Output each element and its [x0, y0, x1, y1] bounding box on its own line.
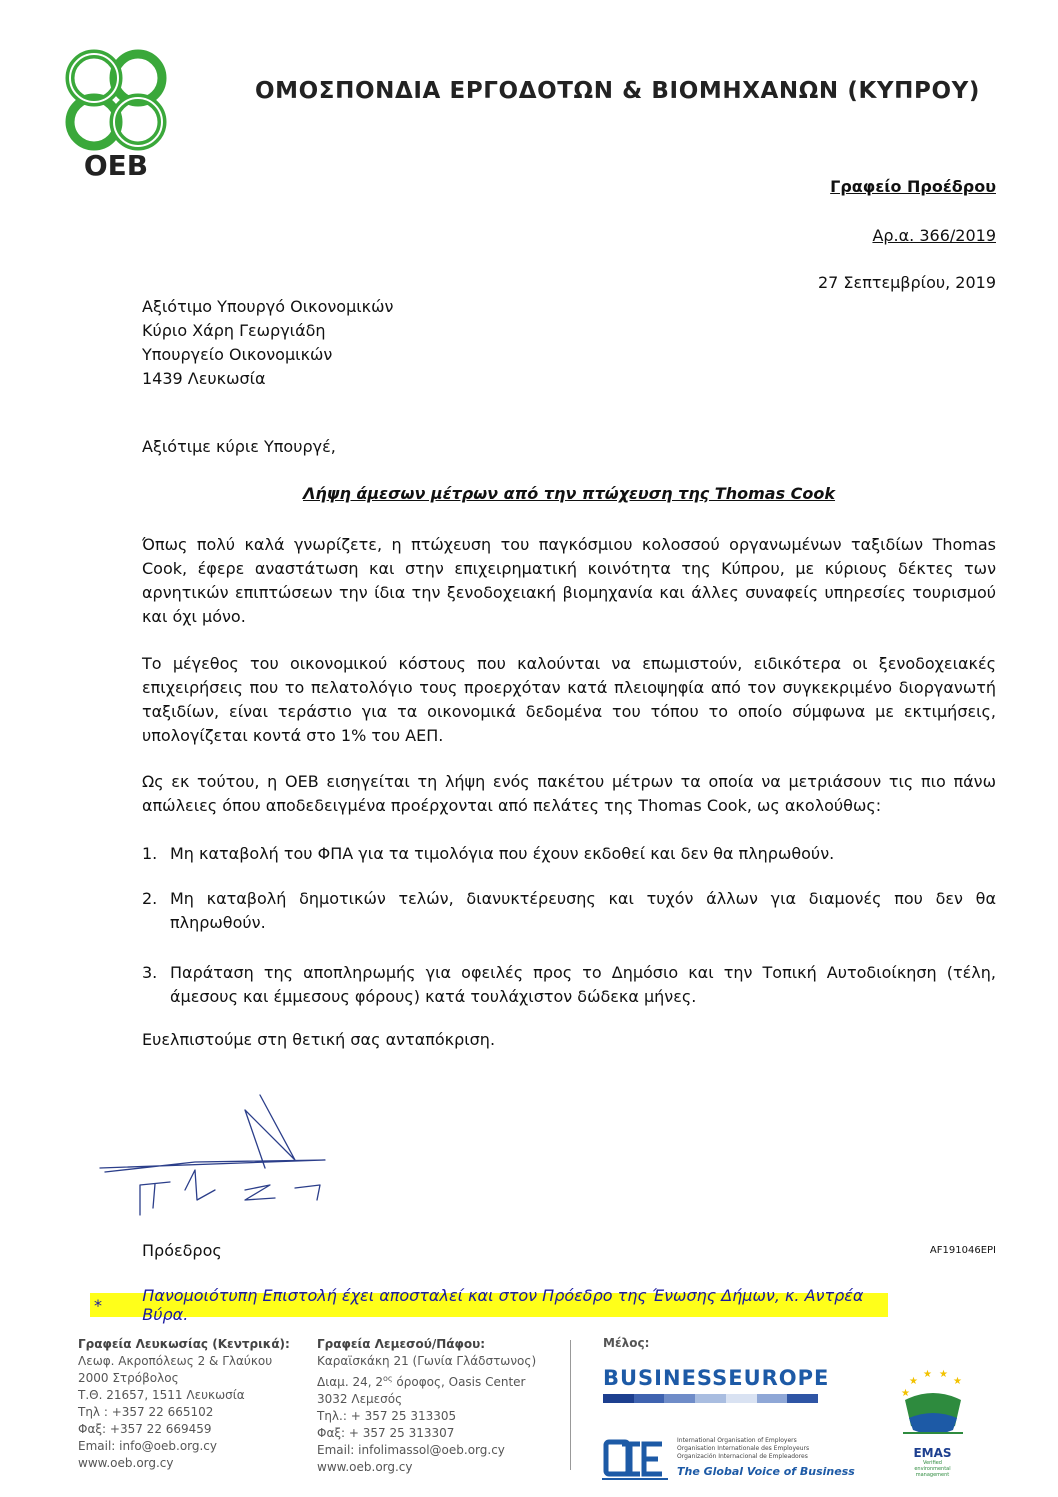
recipient-line: Κύριο Χάρη Γεωργιάδη — [142, 321, 326, 340]
businesseurope-text: BUSINESSEUROPE — [603, 1366, 830, 1390]
recipient-line: Αξιότιμο Υπουργό Οικονομικών — [142, 297, 394, 316]
svg-text:★: ★ — [909, 1376, 918, 1387]
recipient-line: Υπουργείο Οικονομικών — [142, 345, 333, 364]
emas-logo — [895, 1368, 970, 1478]
recipient-line: 1439 Λευκωσία — [142, 369, 266, 388]
footer-divider — [570, 1340, 571, 1470]
svg-text:★: ★ — [901, 1388, 910, 1399]
salutation: Αξιότιμε κύριε Υπουργέ, — [142, 437, 336, 456]
svg-text:★: ★ — [923, 1369, 932, 1380]
recipient-address — [142, 295, 393, 391]
closing-line: Ευελπιστούμε στη θετική σας ανταπόκριση. — [142, 1030, 496, 1049]
footer-email: Email: infolimassol@oeb.org.cy — [317, 1443, 505, 1457]
ioe-line: Organización Internacional de Empleadores — [677, 1453, 808, 1460]
list-number: 2. — [142, 889, 158, 908]
emas-subtitle-line: management — [915, 1472, 950, 1478]
emas-subtitle-line: environmental — [914, 1466, 951, 1472]
list-item — [142, 842, 996, 866]
svg-text:★: ★ — [939, 1369, 948, 1380]
emas-subtitle-line: Verified — [923, 1460, 942, 1466]
svg-text:★: ★ — [953, 1376, 962, 1387]
letter-date: 27 Σεπτεμβρίου, 2019 — [817, 273, 996, 292]
footer-line-part: Διαμ. 24, 2 — [317, 1375, 383, 1389]
footer-line: Τηλ.: + 357 25 313305 — [317, 1409, 457, 1423]
body-paragraph: Ως εκ τούτου, η ΟΕΒ εισηγείται τη λήψη ενός πακέτου μέτρων τα οποία να μετριάσουν τις πιο πάνω απώλειες όπου αποδεδειγμένα προέρχονται από πελάτες της Thomas Cook, ως ακολούθως: — [142, 772, 996, 815]
footer-line: Τ.Θ. 21657, 1511 Λευκωσία — [78, 1388, 245, 1402]
subject-line: Λήψη άμεσων μέτρων από την πτώχευση της Thomas Cook — [302, 484, 836, 503]
organization-name: ΟΜΟΣΠΟΝΔΙΑ ΕΡΓΟΔΟΤΩΝ & ΒΙΟΜΗΧΑΝΩΝ (ΚΥΠΡΟΥ) — [255, 78, 980, 104]
footer-website: www.oeb.org.cy — [317, 1460, 413, 1474]
footer-heading: Γραφεία Λεμεσού/Πάφου: — [317, 1337, 486, 1351]
oeb-logo — [56, 40, 176, 180]
list-item — [142, 887, 996, 935]
footer-website: www.oeb.org.cy — [78, 1456, 174, 1470]
footer-line: Λεωφ. Ακροπόλεως 2 & Γλαύκου — [78, 1354, 273, 1368]
list-text: Παράταση της αποπληρωμής για οφειλές προς το Δημόσιο και την Τοπική Αυτοδιοίκηση (τέλη, άμεσους και έμμεσους φόρους) κατά τουλάχιστον δώδεκα μήνες. — [170, 963, 996, 1006]
businesseurope-color-bar — [603, 1394, 818, 1403]
list-number: 3. — [142, 963, 158, 982]
list-text: Μη καταβολή του ΦΠΑ για τα τιμολόγια που έχουν εκδοθεί και δεν θα πληρωθούν. — [170, 844, 835, 863]
footer-superscript: ος — [382, 1374, 393, 1383]
reference-number: Αρ.α. 366/2019 — [872, 226, 996, 245]
logo-text: OEB — [83, 149, 149, 180]
signature — [95, 1090, 345, 1220]
notice-star: * — [94, 1295, 102, 1315]
businesseurope-logo — [603, 1366, 830, 1403]
ioe-names — [677, 1437, 809, 1461]
body-paragraph: Το μέγεθος του οικονομικού κόστους που καλούνται να επωμιστούν, ειδικότερα οι ξενοδοχειακές επιχειρήσεις που το πελατολόγιο τους προερχόταν κατά πλειοψηφία από τον συγκεκριμένο διοργανωτή ταξιδίων, είναι τεράστιο για τα οικονομικά δεδομένα του τόπου το οποίο σύμφωνα με εκτιμήσεις, υπολογίζεται κοντά στο 1% του ΑΕΠ. — [142, 654, 996, 745]
footer-line: Καραϊσκάκη 21 (Γωνία Γλάδστωνος) — [317, 1354, 537, 1368]
footer-limassol-office — [317, 1336, 536, 1476]
footer-email: Email: info@oeb.org.cy — [78, 1439, 218, 1453]
ioe-tagline: The Global Voice of Business — [677, 1465, 855, 1478]
document-reference: AF191046EPI — [929, 1245, 996, 1256]
ioe-line: Organisation Internationale des Employeurs — [677, 1445, 810, 1452]
emas-subtitle — [895, 1460, 970, 1478]
footer-line: Τηλ : +357 22 665102 — [78, 1405, 214, 1419]
footer-heading: Γραφεία Λευκωσίας (Κεντρικά): — [78, 1337, 290, 1351]
list-item — [142, 961, 996, 1009]
copy-notice — [90, 1286, 888, 1324]
list-number: 1. — [142, 844, 158, 863]
signatory-role: Πρόεδρος — [142, 1241, 222, 1260]
footer-line — [317, 1370, 536, 1391]
member-label: Μέλος: — [603, 1336, 650, 1350]
footer-line: 2000 Στρόβολος — [78, 1371, 179, 1385]
footer-line-part: όροφος, Oasis Center — [392, 1375, 526, 1389]
ioe-line: International Organisation of Employers — [677, 1437, 797, 1444]
notice-text: Πανομοιότυπη Επιστολή έχει αποσταλεί και στον Πρόεδρο της Ένωσης Δήμων, κ. Αντρέα Βύρα. — [142, 1286, 864, 1324]
footer-nicosia-office — [78, 1336, 290, 1472]
footer-line: Φαξ: + 357 25 313307 — [317, 1426, 455, 1440]
footer-line: Φαξ: +357 22 669459 — [78, 1422, 212, 1436]
emas-text: EMAS — [913, 1446, 952, 1460]
list-text: Μη καταβολή δημοτικών τελών, διανυκτέρευσης και τυχόν άλλων για διαμονές που δεν θα πληρωθούν. — [170, 889, 996, 932]
office-label: Γραφείο Προέδρου — [830, 177, 996, 196]
body-paragraph: Όπως πολύ καλά γνωρίζετε, η πτώχευση του παγκόσμιου κολοσσού οργανωμένων ταξιδίων Thomas Cook, έφερε αναστάτωση και στην επιχειρηματική κοινότητα της Κύπρου, με κύριους δέκτες των αρνητικών επιπτώσεων την ίδια την ξενοδοχειακή βιομηχανία και άλλες συναφείς υπηρεσίες τουρισμού και όχι μόνο. — [142, 535, 996, 626]
footer-line: 3032 Λεμεσός — [317, 1392, 403, 1406]
